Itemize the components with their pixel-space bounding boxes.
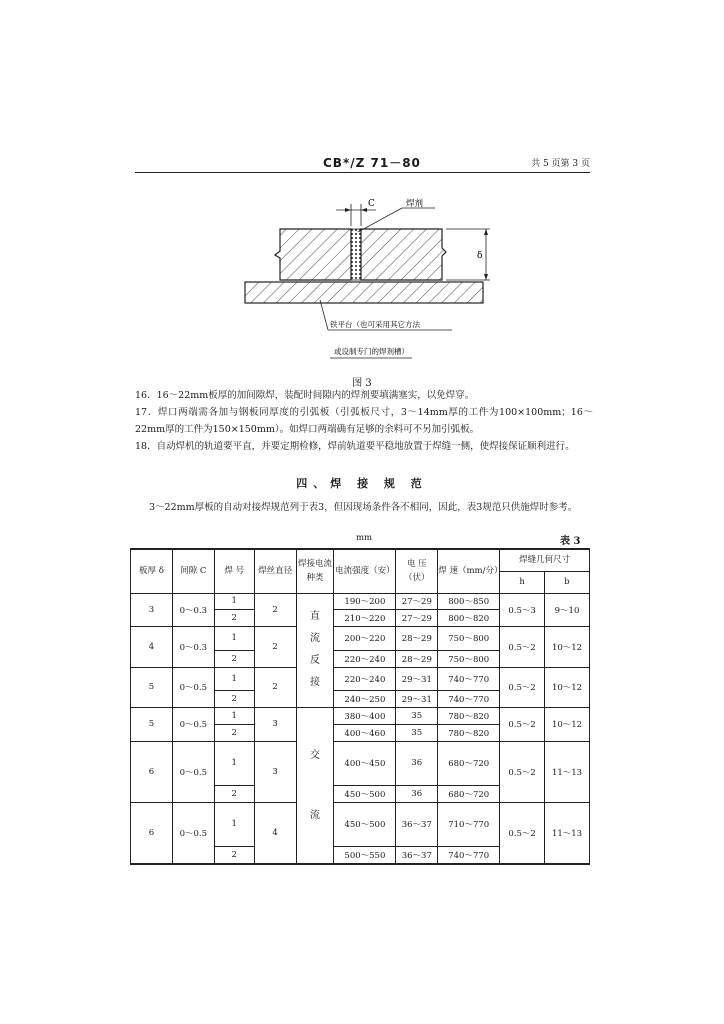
cell-wire: 2 [254, 626, 296, 667]
cell-speed: 750～800 [438, 626, 500, 650]
cell-voltage: 35 [396, 708, 438, 725]
cell-b: 11～13 [545, 802, 590, 864]
cell-current: 210～220 [334, 610, 396, 627]
cell-current: 500～550 [334, 847, 396, 864]
table-row [131, 626, 590, 650]
page-header [135, 154, 590, 173]
cell-layer: 1 [214, 626, 254, 650]
th-h: h [500, 571, 545, 593]
table-row [131, 741, 590, 785]
cell-voltage: 28～29 [396, 650, 438, 667]
cell-wire: 4 [254, 802, 296, 864]
cell-current: 450～500 [334, 785, 396, 802]
cell-gap: 0～0.5 [172, 802, 214, 864]
cell-thickness: 6 [131, 741, 173, 802]
th-process: 焊接电流种类 [296, 549, 334, 593]
section-title: 四、焊 接 规 范 [296, 477, 428, 490]
table-row [131, 708, 590, 725]
th-thickness: 板厚 δ [131, 549, 173, 593]
cell-layer: 1 [214, 741, 254, 785]
cell-gap: 0～0.5 [172, 741, 214, 802]
iron-platform [245, 282, 483, 303]
cell-current: 190～200 [334, 593, 396, 610]
cell-voltage: 27～29 [396, 610, 438, 627]
cell-voltage: 27～29 [396, 593, 438, 610]
standard-number: CB*/Z 71－80 [323, 156, 421, 170]
process-dc-text: 直流反接 [310, 611, 320, 689]
th-geometry: 焊缝几何尺寸 [500, 549, 590, 571]
cell-speed: 680～720 [438, 785, 500, 802]
cell-layer: 1 [214, 593, 254, 610]
cell-thickness: 5 [131, 667, 173, 708]
table-row [131, 667, 590, 691]
intro-paragraph: 3～22mm厚板的自动对接焊规范列于表3，但因现场条件各不相同，因此，表3规范只供施焊时参考。 [149, 502, 578, 513]
table-row [131, 593, 590, 610]
table-label: 表 3 [560, 536, 581, 547]
label-delta: δ [477, 251, 483, 261]
cell-voltage: 28～29 [396, 626, 438, 650]
cell-layer: 2 [214, 785, 254, 802]
cell-speed: 740～770 [438, 667, 500, 691]
th-current: 电流强度（安） [334, 549, 396, 593]
th-voltage: 电 压（伏） [396, 549, 438, 593]
cell-wire: 3 [254, 708, 296, 741]
cell-h: 0.5～2 [500, 802, 545, 864]
paragraph-18: 18．自动焊机的轨道要平直，并要定期检修，焊前轨道要平稳地放置于焊缝一侧，使焊接保证顺利进行。 [135, 441, 575, 452]
cell-speed: 740～770 [438, 691, 500, 708]
right-plate [361, 229, 446, 280]
paragraph-17: 17．焊口两端需各加与钢板同厚度的引弧板（引弧板尺寸，3～14mm厚的工件为100×100mm；16～22mm厚的工件为150×150mm）。如焊口两端确有足够的余料可不另加引弧板。 [135, 407, 593, 435]
process-ac-text: 交流 [310, 749, 320, 821]
label-flux: 焊剂 [406, 199, 424, 209]
cell-b: 11～13 [545, 741, 590, 802]
cell-h: 0.5～2 [500, 741, 545, 802]
cell-thickness: 3 [131, 593, 173, 626]
cell-wire: 2 [254, 667, 296, 708]
cell-current: 240～250 [334, 691, 396, 708]
cell-b: 10～12 [545, 667, 590, 708]
cell-current: 400～450 [334, 741, 396, 785]
cell-gap: 0～0.5 [172, 667, 214, 708]
cell-thickness: 5 [131, 708, 173, 741]
table-row [131, 802, 590, 846]
platform-caption-line1: 铁平台（也可采用其它方法 [330, 320, 420, 329]
cell-b: 10～12 [545, 626, 590, 667]
cell-current: 220～240 [334, 667, 396, 691]
cell-b: 9～10 [545, 593, 590, 626]
cell-layer: 1 [214, 708, 254, 725]
cell-layer: 2 [214, 724, 254, 741]
cell-current: 380～400 [334, 708, 396, 725]
page-number: 共 5 页第 3 页 [531, 159, 590, 169]
cell-speed: 710～770 [438, 802, 500, 846]
cell-h: 0.5～2 [500, 667, 545, 708]
cell-current: 220～240 [334, 650, 396, 667]
table-unit: mm [356, 533, 373, 543]
cell-current: 400～460 [334, 724, 396, 741]
cell-voltage: 36 [396, 741, 438, 785]
cell-wire: 2 [254, 593, 296, 626]
cell-speed: 780～820 [438, 708, 500, 725]
cell-speed: 800～820 [438, 610, 500, 627]
figure-3-weld-setup [230, 196, 500, 366]
cell-voltage: 36 [396, 785, 438, 802]
cell-layer: 2 [214, 610, 254, 627]
cell-process-ac [296, 708, 334, 864]
cell-layer: 2 [214, 847, 254, 864]
th-layer: 焊 号 [214, 549, 254, 593]
th-speed: 焊 速（mm/分） [438, 549, 500, 593]
cell-b: 10～12 [545, 708, 590, 741]
flux-fill [351, 229, 361, 280]
cell-process-dc [296, 593, 334, 708]
th-gap: 间隙 C [172, 549, 214, 593]
paragraph-16: 16．16～22mm板厚的加间隙焊，装配时间隙内的焊剂要填满塞实，以免焊穿。 [135, 390, 475, 401]
cell-gap: 0～0.3 [172, 593, 214, 626]
cell-voltage: 36～37 [396, 847, 438, 864]
cell-wire: 3 [254, 741, 296, 802]
left-plate [275, 229, 351, 280]
figure-title: 图 3 [352, 378, 372, 389]
cell-voltage: 35 [396, 724, 438, 741]
cell-speed: 740～770 [438, 847, 500, 864]
cell-speed: 750～800 [438, 650, 500, 667]
cell-speed: 780～820 [438, 724, 500, 741]
cell-gap: 0～0.5 [172, 708, 214, 741]
cell-current: 450～500 [334, 802, 396, 846]
cell-layer: 2 [214, 650, 254, 667]
platform-caption-line2: 或设制专门的焊剂槽） [334, 347, 409, 356]
welding-spec-table [130, 548, 590, 865]
weld-diagram [230, 196, 500, 366]
cell-voltage: 29～31 [396, 691, 438, 708]
cell-thickness: 6 [131, 802, 173, 864]
cell-speed: 680～720 [438, 741, 500, 785]
cell-h: 0.5～2 [500, 708, 545, 741]
cell-layer: 1 [214, 667, 254, 691]
cell-current: 200～220 [334, 626, 396, 650]
cell-voltage: 29～31 [396, 667, 438, 691]
cell-thickness: 4 [131, 626, 173, 667]
label-c: C [368, 199, 375, 209]
cell-h: 0.5～3 [500, 593, 545, 626]
th-b: b [545, 571, 590, 593]
cell-layer: 2 [214, 691, 254, 708]
th-wire: 焊丝直径 [254, 549, 296, 593]
cell-h: 0.5～2 [500, 626, 545, 667]
cell-voltage: 36～37 [396, 802, 438, 846]
cell-layer: 1 [214, 802, 254, 846]
cell-gap: 0～0.3 [172, 626, 214, 667]
cell-speed: 800～850 [438, 593, 500, 610]
